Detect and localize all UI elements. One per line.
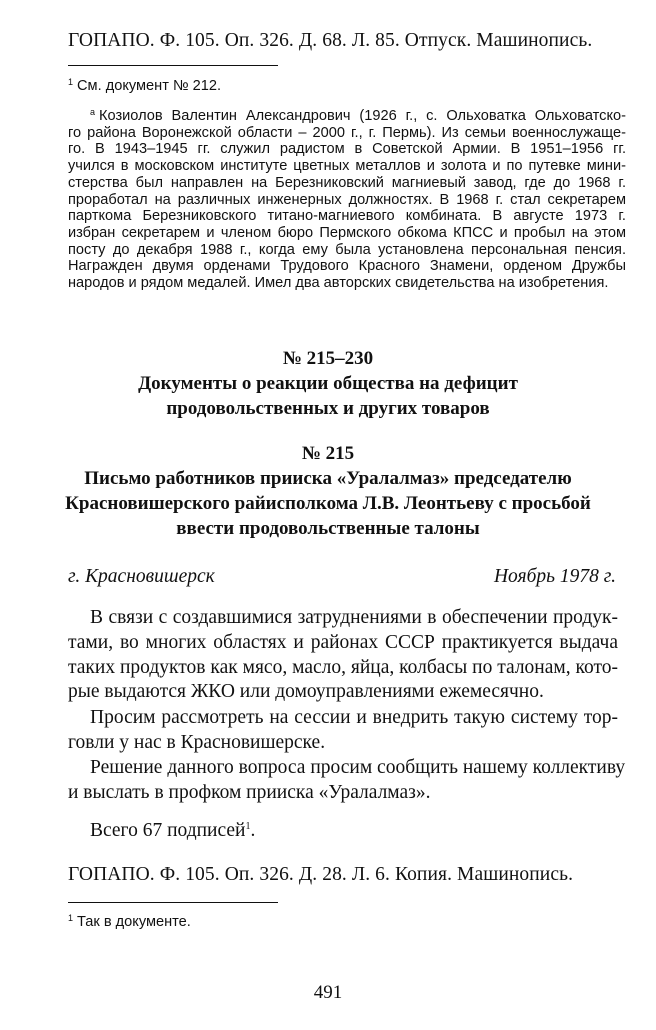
document-heading	[40, 441, 616, 541]
footnote-1-text: См. документ № 212.	[77, 78, 222, 94]
footnote-a-line: го. В 1943–1945 гг. служил радистом в Советской Армии. В 1951–1956 гг.	[68, 141, 626, 158]
section-heading	[40, 346, 616, 421]
letter-paragraph-2	[68, 706, 618, 756]
footnote-a-line: посту до декабря 1988 г., когда ему была установлена персональная пенсия.	[68, 241, 626, 258]
document-title-line: Красновишерского райисполкома Л.В. Леонтьеву с просьбой	[65, 493, 591, 514]
footnote-a-line: го района Воронежской области – 2000 г., г. Пермь). Из семьи военнослужаще-	[68, 124, 626, 141]
footnote-bottom-marker: 1	[68, 913, 74, 923]
letter-line: говли у нас в Красновишерске.	[68, 731, 326, 753]
footnote-a-marker: а	[90, 107, 96, 117]
footnote-bottom	[68, 913, 191, 930]
section-number: № 215–230	[282, 348, 374, 369]
archive-reference-top: ГОПАПО. Ф. 105. Оп. 326. Д. 68. Л. 85. Отпуск. Машинопись.	[68, 30, 593, 51]
letter-line: рые выдаются ЖКО или домоуправлениями ежемесячно.	[68, 681, 544, 703]
footnote-a-line: учился в московском институте цветных металлов и золота и по путевке мини-	[68, 158, 626, 175]
footnote-a-line: $^а$ Козиолов Валентин Александрович (1926 г., с. Ольховатка Ольховатско-	[90, 107, 626, 124]
section-title-line: продовольственных и других товаров	[166, 398, 490, 419]
footnote-a-line: народов и рядом медалей. Имел два авторских свидетельства на изобретения.	[68, 275, 609, 292]
letter-line: и выслать в профком прииска «Уралалмаз».	[68, 781, 431, 803]
footnote-1	[68, 74, 626, 95]
footnote-bottom-text: Так в документе.	[77, 914, 191, 930]
letter-line: Просим рассмотреть на сессии и внедрить такую систему тор-	[90, 707, 618, 728]
page-number: 491	[313, 982, 343, 1003]
letter-line: тами, во многих областях и районах СССР практикуется выдача	[68, 631, 618, 653]
document-date: Ноябрь 1978 г.	[493, 566, 616, 587]
letter-paragraph-3	[68, 756, 626, 806]
letter-line: таких продуктов как мясо, масло, яйца, колбасы по талонам, кото-	[68, 656, 618, 678]
footnote-a-line: проработал на различных инженерных должностях. В 1968 г. стал секретарем	[68, 191, 626, 208]
document-title-line: Письмо работников прииска «Уралалмаз» председателю	[84, 468, 572, 489]
letter-paragraph-1	[68, 606, 618, 705]
letter-line: Решение данного вопроса просим сообщить нашему коллективу	[90, 757, 626, 778]
signatures-text: Всего 67 подписей	[90, 820, 246, 841]
footnote-a-line: Награжден двумя орденами Трудового Красного Знамени, орденом Дружбы	[68, 258, 626, 275]
letter-line: В связи с создавшимися затруднениями в обеспечении продук-	[90, 607, 618, 628]
footnote-a-line: парткома Березниковского титано-магниевого комбината. В августе 1973 г.	[68, 208, 626, 225]
footnote-a-line: стерства был направлен на Березниковский магниевый завод, где до 1968 г.	[68, 174, 626, 191]
footnote-a	[68, 104, 626, 292]
footnote-separator-bottom	[68, 902, 278, 903]
footnote-a-line: избран секретарем и членом бюро Пермского обкома КПСС и пробыл на этом	[68, 224, 626, 241]
signatures-count: Всего 67 подписей$^1$.	[90, 820, 256, 841]
section-title-line: Документы о реакции общества на дефицит	[138, 373, 518, 394]
footnote-1-marker: 1	[68, 77, 74, 87]
signatures-footnote-marker: 1	[245, 821, 251, 832]
document-place: г. Красновишерск	[68, 566, 215, 587]
document-number: № 215	[301, 443, 355, 464]
archive-reference-bottom: ГОПАПО. Ф. 105. Оп. 326. Д. 28. Л. 6. Копия. Машинопись.	[68, 864, 574, 885]
footnote-separator-top	[68, 65, 278, 66]
document-title-line: ввести продовольственные талоны	[176, 518, 480, 539]
